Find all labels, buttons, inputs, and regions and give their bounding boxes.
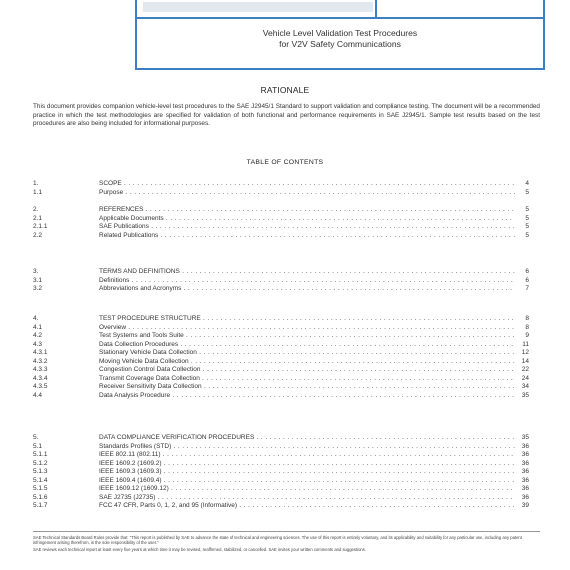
toc-entry-number: 5.1.7	[33, 502, 48, 509]
toc-entry-number: 4.1	[33, 323, 43, 331]
toc-entry-number: 4.3.3	[33, 366, 48, 373]
header-band	[143, 2, 373, 12]
toc-entry-page: 36	[521, 442, 529, 450]
toc-entry-page: 7	[525, 285, 529, 292]
toc-entry[interactable]	[33, 485, 529, 493]
toc-entry-title: Overview . . .	[99, 324, 515, 332]
toc-entry-page: 36	[521, 476, 529, 484]
toc-entry-number: 5.1.1	[33, 451, 48, 458]
toc-entry[interactable]	[33, 502, 529, 510]
toc-entry-title: Stationary Vehicle Data Collection . . .	[99, 349, 515, 357]
toc-entry-page: 5	[525, 206, 529, 213]
toc-entry-title: Data Analysis Procedure . . .	[99, 392, 515, 400]
toc-entry-title: Purpose . . .	[99, 189, 515, 197]
toc-entry-title: Transmit Coverage Data Collection . . .	[99, 375, 515, 383]
toc-entry-number: 4.3	[33, 340, 43, 348]
toc-entry-page: 8	[525, 323, 529, 331]
toc-entry[interactable]	[33, 341, 529, 349]
toc-entry-title: DATA COMPLIANCE VERIFICATION PROCEDURES . . .	[99, 434, 515, 442]
toc-entry[interactable]	[33, 206, 529, 214]
footer-notice	[33, 535, 540, 553]
toc-entry[interactable]	[33, 392, 529, 400]
toc-entry-number: 3.2	[33, 285, 43, 292]
toc-entry-title: Related Publications . . .	[99, 232, 515, 240]
toc-entry-title: Moving Vehicle Data Collection . . .	[99, 358, 515, 366]
toc-entry-number: 5.1	[33, 442, 43, 450]
toc-entry-title: REFERENCES . . .	[99, 206, 515, 214]
toc-entry-number: 2.1.1	[33, 223, 48, 230]
toc-entry-number: 3.	[33, 268, 39, 275]
toc-entry-number: 4.4	[33, 391, 43, 399]
toc-entry-title: IEEE 1609.2 (1609.2) . . .	[99, 460, 515, 468]
toc-entry-number: 1.	[33, 180, 39, 187]
toc-entry-page: 5	[525, 231, 529, 239]
toc-entry-page: 5	[525, 214, 529, 222]
toc-entry-number: 4.3.1	[33, 349, 48, 356]
toc-entry-title: Definitions . . .	[99, 277, 515, 285]
toc-entry-page: 35	[521, 391, 529, 399]
toc-entry[interactable]	[33, 477, 529, 485]
toc-entry-page: 6	[525, 276, 529, 284]
toc-entry-page: 4	[525, 180, 529, 187]
toc-entry-page: 36	[521, 493, 529, 501]
toc-entry-page: 36	[521, 485, 529, 492]
toc-entry[interactable]	[33, 494, 529, 502]
toc-entry[interactable]	[33, 189, 529, 197]
toc-entry[interactable]	[33, 180, 529, 188]
toc-entry[interactable]	[33, 332, 529, 340]
toc-entry-title: Data Collection Procedures . . .	[99, 341, 515, 349]
rationale-heading: RATIONALE	[260, 85, 310, 95]
toc-entry-page: 35	[521, 434, 529, 441]
toc-entry[interactable]	[33, 232, 529, 240]
toc-entry[interactable]	[33, 349, 529, 357]
toc-entry-title: Congestion Control Data Collection . . .	[99, 366, 515, 374]
toc-entry-page: 39	[521, 502, 529, 509]
toc-entry-page: 8	[525, 315, 529, 322]
toc-entry-page: 36	[521, 459, 529, 467]
toc-entry-page: 5	[525, 189, 529, 196]
toc-entry-number: 4.3.5	[33, 383, 48, 390]
toc-entry-title: Abbreviations and Acronyms . . .	[99, 285, 515, 293]
document-title-line1: Vehicle Level Validation Test Procedures	[262, 28, 418, 38]
toc-entry-title: SAE J2735 (J2735) . . .	[99, 494, 515, 502]
toc-entry[interactable]	[33, 268, 529, 276]
toc-entry-page: 9	[525, 332, 529, 339]
toc-entry-title: SCOPE . . .	[99, 180, 515, 188]
toc-entry[interactable]	[33, 460, 529, 468]
toc-entry[interactable]	[33, 358, 529, 366]
toc-entry[interactable]	[33, 366, 529, 374]
toc-entry-page: 36	[521, 451, 529, 458]
toc-entry-number: 5.1.6	[33, 493, 48, 501]
toc-entry[interactable]	[33, 451, 529, 459]
toc-entry-number: 5.1.2	[33, 459, 48, 467]
toc-entry-page: 12	[521, 349, 529, 356]
toc-entry-title: IEEE 1609.12 (1609.12) . . .	[99, 485, 515, 493]
toc-entry-number: 4.	[33, 315, 39, 322]
toc-entry-number: 5.	[33, 434, 39, 441]
rationale-body: This document provides companion vehicle-level test procedures to the SAE J2945/1 Standard to support validation and compliance testing. The document will be a recommended practice in which the test methodologies are specified for validation of both functional and performance requirements in SAE J2945/1. Sample test results based on the test procedures are also being included for informational purposes.	[33, 103, 540, 128]
toc-entry-title: IEEE 802.11 (802.11) . . .	[99, 451, 515, 459]
toc-entry-page: 34	[521, 383, 529, 390]
toc-entry[interactable]	[33, 443, 529, 451]
toc-entry-number: 5.1.5	[33, 485, 48, 492]
toc-entry[interactable]	[33, 215, 529, 223]
toc-entry[interactable]	[33, 324, 529, 332]
footer-notice-line2: SAE reviews each technical report at least every five years at which time it may be revised, reaffirmed, stabilized, or cancelled. SAE invites your written comments and suggestions.	[33, 546, 366, 552]
toc-entry[interactable]	[33, 375, 529, 383]
toc-heading: TABLE OF CONTENTS	[246, 159, 324, 166]
toc-entry-number: 2.1	[33, 214, 43, 222]
toc-entry-page: 11	[522, 340, 529, 348]
footer-rule	[33, 531, 540, 532]
toc-entry[interactable]	[33, 277, 529, 285]
header-divider	[375, 0, 377, 17]
toc-entry-number: 4.3.2	[33, 357, 48, 365]
toc-entry-number: 2.	[33, 206, 39, 213]
document-title	[137, 28, 543, 50]
document-header-box	[135, 0, 545, 70]
toc-entry-title: Applicable Documents . . .	[99, 215, 515, 223]
toc-entry-number: 1.1	[33, 189, 43, 196]
toc-entry[interactable]	[33, 383, 529, 391]
toc-entry-number: 4.3.4	[33, 374, 48, 382]
footer-notice-line1: SAE Technical Standards Board Rules provide that: "This report is published by SAE to advance the state of technical and engineering sciences. The use of this report is entirely voluntary, and its applicability and suitability for any particular use, including any patent infringement arising therefrom, is the sole responsibility of the user."	[33, 535, 522, 546]
document-title-line2: for V2V Safety Communications	[279, 39, 401, 49]
toc-entry-title: Test Systems and Tools Suite . . .	[99, 332, 515, 340]
toc-entry-number: 5.1.4	[33, 476, 48, 484]
toc-entry-title: FCC 47 CFR, Parts 0, 1, 2, and 95 (Informative) . . .	[99, 502, 515, 510]
toc-entry-number: 5.1.3	[33, 468, 48, 475]
toc-entry-page: 22	[521, 366, 529, 373]
toc-entry[interactable]	[33, 223, 529, 231]
toc-entry[interactable]	[33, 468, 529, 476]
toc-entry[interactable]	[33, 315, 529, 323]
header-rule	[137, 17, 543, 19]
toc-entry-number: 3.1	[33, 276, 43, 284]
toc-entry-title: SAE Publications . . .	[99, 223, 515, 231]
toc-entry-number: 2.2	[33, 231, 43, 239]
toc-entry-title: IEEE 1609.3 (1609.3) . . .	[99, 468, 515, 476]
toc-entry[interactable]	[33, 434, 529, 442]
toc-entry-page: 36	[521, 468, 529, 475]
toc-entry-number: 4.2	[33, 332, 43, 339]
toc-entry-page: 6	[525, 268, 529, 275]
toc-entry-title: TEST PROCEDURE STRUCTURE . . .	[99, 315, 515, 323]
toc-entry-page: 14	[521, 357, 529, 365]
toc-entry-title: IEEE 1609.4 (1609.4) . . .	[99, 477, 515, 485]
toc-entry-title: TERMS AND DEFINITIONS . . .	[99, 268, 515, 276]
toc-entry-page: 24	[521, 374, 529, 382]
toc-entry-title: Standards Profiles (STD) . . .	[99, 443, 515, 451]
toc-entry-page: 5	[525, 223, 529, 230]
toc-entry[interactable]	[33, 285, 529, 293]
toc-entry-title: Receiver Sensitivity Data Collection . . .	[99, 383, 515, 391]
